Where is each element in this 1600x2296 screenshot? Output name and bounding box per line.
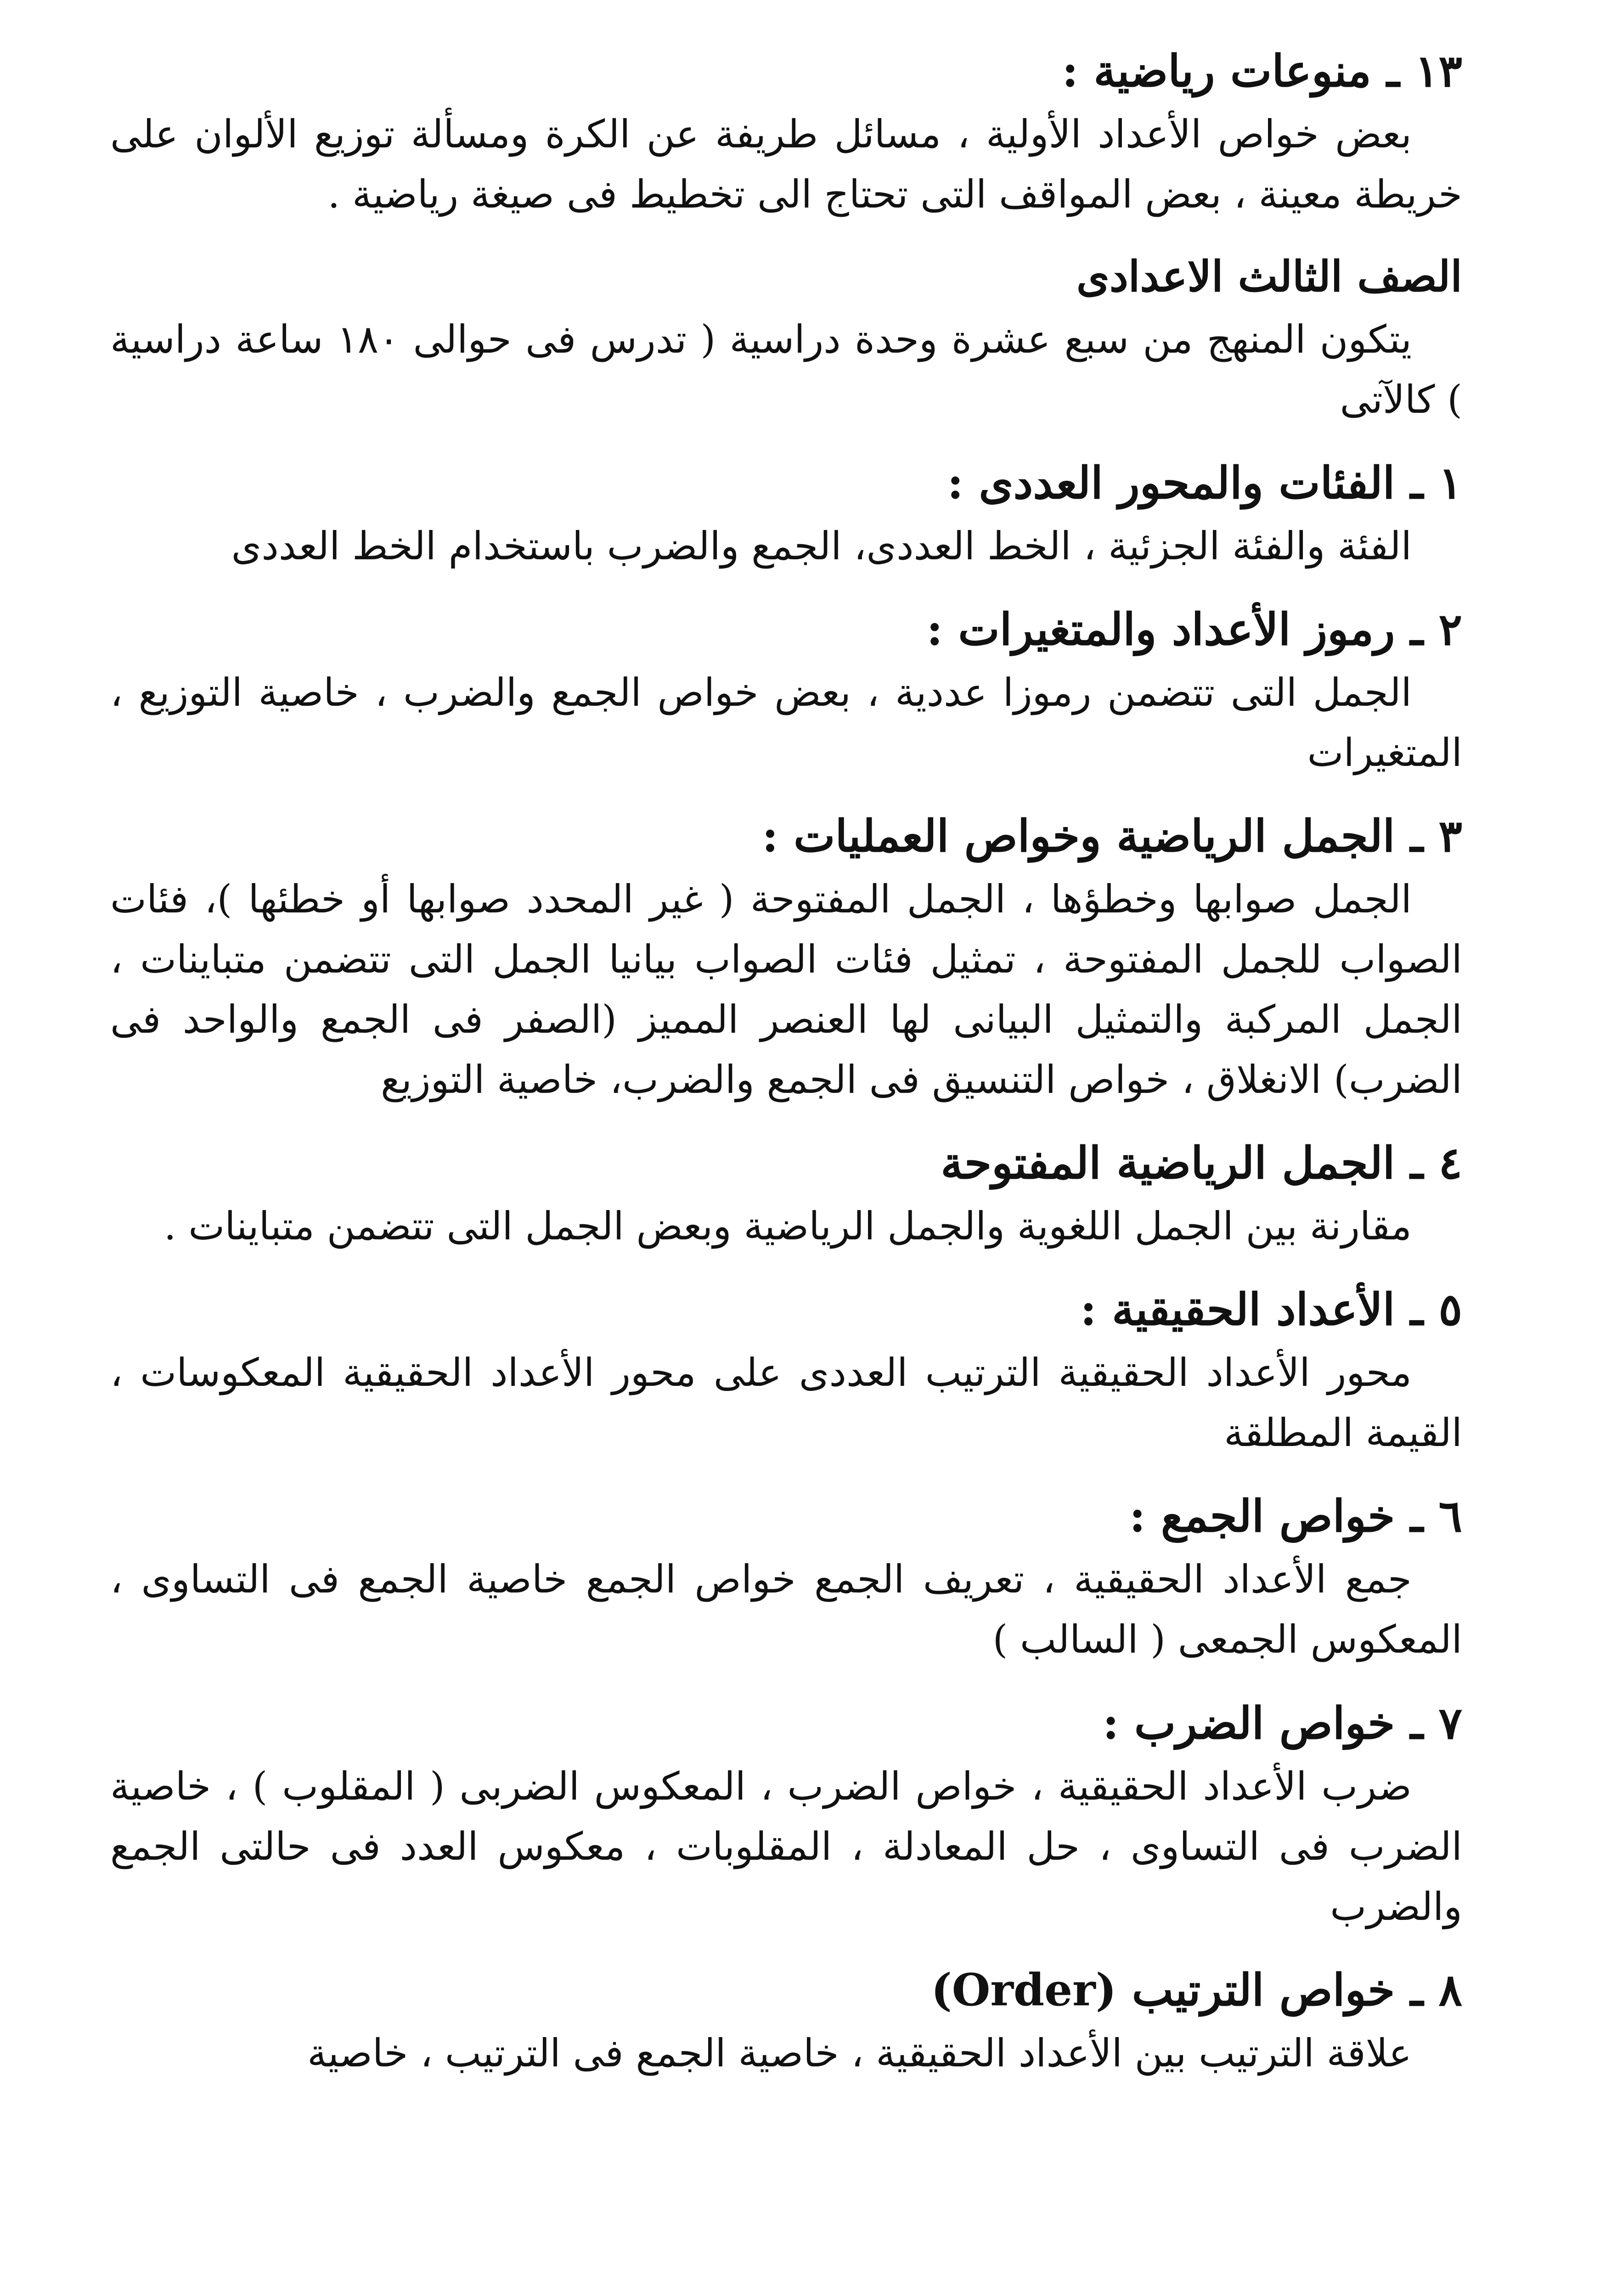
section-heading: ٧ ـ خواص الضرب : [1103, 1697, 1462, 1749]
section-body: الجمل التى تتضمن رموزا عددية ، بعض خواص الجمع والضرب ، خاصية التوزيع ، المتغيرات [110, 670, 1462, 776]
section-heading: ١٣ ـ منوعات رياضية : [1062, 45, 1462, 97]
section-13-mathematical-miscellany [110, 44, 1462, 225]
document-page [110, 44, 1462, 2296]
section-heading: ٦ ـ خواص الجمع : [1129, 1490, 1462, 1542]
grade-title: الصف الثالث الاعدادى [1076, 252, 1462, 302]
section-body: محور الأعداد الحقيقية الترتيب العددى على محور الأعداد الحقيقية المعكوسات ، القيمة المطلقة [110, 1350, 1462, 1456]
section-body: الفئة والفئة الجزئية ، الخط العددى، الجمع والضرب باستخدام الخط العددى [231, 523, 1412, 569]
section-body: ضرب الأعداد الحقيقية ، خواص الضرب ، المعكوس الضربى ( المقلوب ) ، خاصية الضرب فى التساوى ، حل المعادلة ، المقلوبات ، معكوس العدد فى حالتى الجمع والضرب [110, 1763, 1462, 1929]
section-body: بعض خواص الأعداد الأولية ، مسائل طريفة عن الكرة ومسألة توزيع الألوان على خريطة معينة ، بعض المواقف التى تحتاج الى تخطيط فى صيغة رياضية . [110, 112, 1462, 217]
grade-intro: يتكون المنهج من سبع عشرة وحدة دراسية ( تدرس فى حوالى ١٨٠ ساعة دراسية ) كالآتى [110, 317, 1462, 422]
section-3 [110, 809, 1462, 1110]
section-heading: ٤ ـ الجمل الرياضية المفتوحة [941, 1137, 1462, 1189]
section-6 [110, 1489, 1462, 1670]
section-2 [110, 602, 1462, 783]
section-4 [110, 1136, 1462, 1256]
section-1 [110, 456, 1462, 576]
section-heading: ٨ ـ خواص الترتيب (Order) [931, 1964, 1462, 2016]
section-7 [110, 1696, 1462, 1937]
section-body: مقارنة بين الجمل اللغوية والجمل الرياضية وبعض الجمل التى تتضمن متباينات . [163, 1204, 1412, 1249]
section-8 [110, 1963, 1462, 2083]
section-heading: ٣ ـ الجمل الرياضية وخواص العمليات : [762, 810, 1462, 862]
grade-block [110, 250, 1462, 430]
section-5 [110, 1282, 1462, 1463]
section-heading: ١ ـ الفئات والمحور العددى : [947, 457, 1462, 509]
section-body: الجمل صوابها وخطؤها ، الجمل المفتوحة ( غير المحدد صوابها أو خطئها )، فئات الصواب للجمل المفتوحة ، تمثيل فئات الصواب بيانيا الجمل التى تتضمن متباينات ، الجمل المركبة والتمثيل البيانى لها العنصر المميز (الصفر فى الجمع والواحد فى الضرب) الانغلاق ، خواص التنسيق فى الجمع والضرب، خاصية التوزيع [110, 877, 1463, 1103]
section-body: جمع الأعداد الحقيقية ، تعريف الجمع خواص الجمع خاصية الجمع فى التساوى ، المعكوس الجمعى ( السالب ) [110, 1557, 1462, 1662]
section-heading: ٢ ـ رموز الأعداد والمتغيرات : [926, 603, 1462, 656]
section-body: علاقة الترتيب بين الأعداد الحقيقية ، خاصية الجمع فى الترتيب ، خاصية [307, 2030, 1412, 2076]
section-heading: ٥ ـ الأعداد الحقيقية : [1080, 1283, 1462, 1336]
